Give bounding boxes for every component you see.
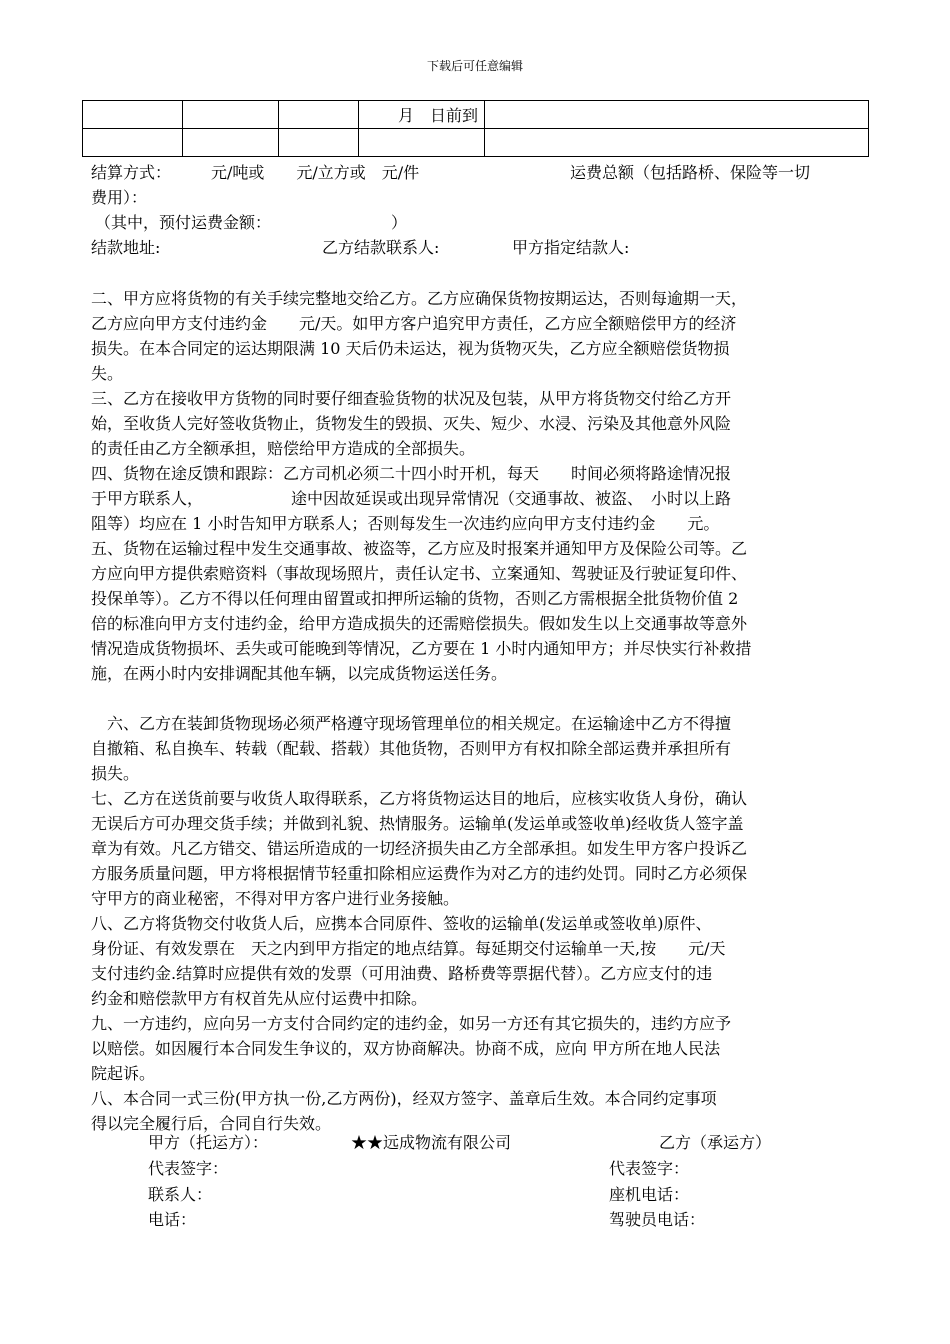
settlement-method: 结算方式： 元/吨或 元/立方或 元/件 (91, 163, 420, 182)
table-cell (83, 129, 183, 157)
clause-line: 方应向甲方提供索赔资料（事故现场照片，责任认定书、立案通知、驾驶证及行驶证复印件、 (91, 564, 748, 583)
clause-line: 二、甲方应将货物的有关手续完整地交给乙方。乙方应确保货物按期运达，否则每逾期一天， (91, 289, 748, 308)
table-row (83, 101, 869, 129)
table-cell (359, 129, 485, 157)
b-payment-contact: 乙方结款联系人: (322, 238, 440, 257)
clause-line: 八、本合同一式三份(甲方执一份,乙方两份)，经双方签字、盖章后生效。本合同约定事项 (91, 1089, 717, 1108)
company-name: ★★远成物流有限公司 (351, 1133, 512, 1152)
clause-line: 自撤箱、私自换车、转载（配载、搭载）其他货物，否则甲方有权扣除全部运费并承担所有 (91, 739, 732, 758)
table-cell (83, 101, 183, 129)
party-b-label: 乙方（承运方） (659, 1133, 772, 1152)
clause-line: 的责任由乙方全额承担，赔偿给甲方造成的全部损失。 (91, 439, 476, 458)
clause-line: 失。 (91, 364, 124, 383)
table-cell (485, 129, 869, 157)
clause-line: 乙方应向甲方支付违约金 元/天。如甲方客户追究甲方责任，乙方应全额赔偿甲方的经济 (91, 314, 737, 333)
table-cell (485, 101, 869, 129)
table-cell-date: 月 日前到 (359, 101, 485, 129)
party-b-signature: 代表签字： (609, 1159, 690, 1178)
clause-line: 守甲方的商业秘密，不得对甲方客户进行业务接触。 (91, 889, 460, 908)
clause-line: 九、一方违约，应向另一方支付合同约定的违约金，如另一方还有其它损失的，违约方应予 (91, 1014, 732, 1033)
schedule-table (82, 100, 869, 157)
clause-line: 章为有效。凡乙方错交、错运所造成的一切经济损失由乙方全部承担。如发生甲方客户投诉乙 (91, 839, 748, 858)
clause-line: 六、乙方在装卸货物现场必须严格遵守现场管理单位的相关规定。在运输途中乙方不得擅 (91, 714, 732, 733)
clause-line: 八、乙方将货物交付收货人后，应携本合同原件、签收的运输单(发运单或签收单)原件、 (91, 914, 712, 933)
clause-line: 七、乙方在送货前要与收货人取得联系，乙方将货物运达目的地后，应核实收货人身份，确认 (91, 789, 748, 808)
freight-total-cont: 费用）： (91, 188, 148, 207)
freight-total: 运费总额（包括路桥、保险等一切 (570, 163, 811, 182)
payment-address: 结款地址: (91, 238, 161, 257)
clause-line: 三、乙方在接收甲方货物的同时要仔细查验货物的状况及包装，从甲方将货物交付给乙方开 (91, 389, 732, 408)
a-designated-payee: 甲方指定结款人: (512, 238, 630, 257)
table-cell (183, 129, 279, 157)
party-a-label: 甲方（托运方）： (148, 1133, 269, 1152)
clause-line: 得以完全履行后，合同自行失效。 (91, 1114, 332, 1133)
party-b-landline: 座机电话： (609, 1185, 690, 1204)
prepaid-amount: （其中，预付运费金额： ） (95, 213, 408, 232)
party-b-driver-phone: 驾驶员电话： (609, 1210, 706, 1229)
table-cell (279, 101, 359, 129)
clause-line: 损失。在本合同定的运达期限满 10 天后仍未运达，视为货物灭失，乙方应全额赔偿货物损 (91, 339, 730, 358)
clause-line: 约金和赔偿款甲方有权首先从应付运费中扣除。 (91, 989, 428, 1008)
clause-line: 四、货物在途反馈和跟踪：乙方司机必须二十四小时开机，每天 时间必须将路途情况报 (91, 464, 732, 483)
clause-line: 以赔偿。如因履行本合同发生争议的，双方协商解决。协商不成，应向 甲方所在地人民法 (91, 1039, 721, 1058)
clause-line: 施，在两小时内安排调配其他车辆，以完成货物运送任务。 (91, 664, 508, 683)
clause-line: 方服务质量问题，甲方将根据情节轻重扣除相应运费作为对乙方的违约处罚。同时乙方必须保 (91, 864, 748, 883)
party-a-phone: 电话： (148, 1210, 197, 1229)
clause-line: 阻等）均应在 1 小时告知甲方联系人；否则每发生一次违约应向甲方支付违约金 元。 (91, 514, 720, 533)
party-a-contact: 联系人： (148, 1185, 213, 1204)
table-cell (183, 101, 279, 129)
clause-line: 情况造成货物损坏、丢失或可能晚到等情况，乙方要在 1 小时内通知甲方；并尽快实行补救措 (91, 639, 752, 658)
clause-line: 五、货物在运输过程中发生交通事故、被盗等，乙方应及时报案并通知甲方及保险公司等。乙 (91, 539, 748, 558)
clause-line: 损失。 (91, 764, 140, 783)
table-row (83, 129, 869, 157)
clause-line: 院起诉。 (91, 1064, 156, 1083)
clause-line: 始，至收货人完好签收货物止，货物发生的毁损、灭失、短少、水浸、污染及其他意外风险 (91, 414, 732, 433)
clause-line: 身份证、有效发票在 天之内到甲方指定的地点结算。每延期交付运输单一天,按 元/天 (91, 939, 726, 958)
clause-line: 于甲方联系人， 途中因故延误或出现异常情况（交通事故、被盗、 小时以上路 (91, 489, 732, 508)
header-note: 下载后可任意编辑 (426, 59, 523, 73)
party-a-signature: 代表签字： (148, 1159, 229, 1178)
clause-line: 无误后方可办理交货手续；并做到礼貌、热情服务。运输单(发运单或签收单)经收货人签字盖 (91, 814, 744, 833)
clause-line: 倍的标准向甲方支付违约金，给甲方造成损失的还需赔偿损失。假如发生以上交通事故等意外 (91, 614, 748, 633)
table-cell (279, 129, 359, 157)
clause-line: 投保单等）。乙方不得以任何理由留置或扣押所运输的货物，否则乙方需根据全批货物价值 2 (91, 589, 739, 608)
clause-line: 支付违约金.结算时应提供有效的发票（可用油费、路桥费等票据代替）。乙方应支付的违 (91, 964, 713, 983)
